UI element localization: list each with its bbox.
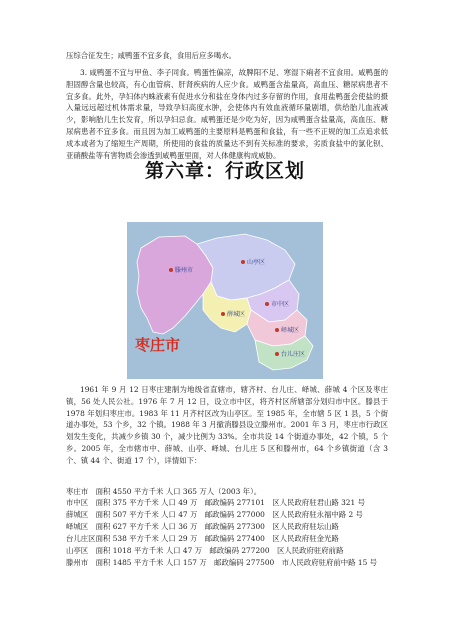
district-label-xuecheng: 薛城区 bbox=[227, 311, 246, 318]
district-label-shizhong: 市中区 bbox=[271, 301, 290, 308]
table-row: 薛城区 面积 507 平方千米 人口 47 万 邮政编码 277000 区人民政府驻永福中路 2 号 bbox=[66, 510, 363, 519]
table-row: 峄城区 面积 627 平方千米 人口 36 万 邮政编码 277300 区人民政府驻坛山路 bbox=[66, 522, 339, 531]
table-row: 市中区 面积 375 平方千米 人口 49 万 邮政编码 277101 区人民政府驻君山路 321 号 bbox=[66, 498, 365, 507]
administrative-map bbox=[127, 222, 323, 379]
table-row: 滕州市 面积 1485 平方千米 人口 157 万 邮政编码 277500 市人民政府驻府前中路 15 号 bbox=[66, 558, 378, 567]
district-label-taierzhuang: 台儿庄区 bbox=[281, 351, 306, 358]
district-label-tengzhou: 滕州市 bbox=[175, 267, 194, 274]
map-city-label: 枣庄市 bbox=[135, 336, 181, 354]
paragraph-salted-egg-caution: 3. 咸鸭蛋不宜与甲鱼、李子同食。鸭蛋性偏凉，故脾阳不足、寒湿下痢者不宜食用。咸鸭蛋的胆固醇含量也较高，有心血管病、肝肾疾病的人应少食。咸鸭蛋含盐量高，高血压、糖尿病患者不宜多食。此外，孕妇体内蛛液素有促进水分和盐在身体内过多存留的作用，食用盐鸭蛋会使盐的摄入量远远超过机体需求量，导致孕妇高度水肿，会使体内有效血液循环量剧增，供给胎儿血液减少，影响胎儿生长发育，所以孕妇忌食。咸鸭蛋还是少吃为好，因为咸鸭蛋含盐量高，高血压、糖尿病患者不宜多食。而且因为加工咸鸭蛋的主要原料是鸭蛋和食盐，有一些不正规的加工点追求低成本或者为了缩短生产周期，所使用的食盐的质量达不到有关标准的要求，劣质食盐中的氯化钡、亚硝酸盐等有害物质会渗透到咸鸭蛋里面，对人体健康构成威胁。 bbox=[66, 68, 388, 160]
table-row: 山亭区 面积 1018 平方千米 人口 47 万 邮政编码 277200 区人民政府驻府前路 bbox=[66, 546, 344, 555]
chapter-title: 第六章：行政区划 bbox=[144, 160, 305, 182]
paragraph-admin-history: 1961 年 9 月 12 日枣庄建制为地级省直辖市，辖齐村、台儿庄、峄城、薛城 4 个区及枣庄镇，56 处人民公社。1976 年 7 月 12 日，设立市中区，将齐村区所辖部分划归市中区。滕县于 1978 年划归枣庄市。1983 年 11 月齐村区改为山亭区。至 1985 年，全市辖 5 区 1 县，5 个街道办事处，53 个乡，32 个镇。1988 年 3 月撤消滕县设立滕州市。2001 年 3 月，枣庄市行政区划发生变化，共减少乡镇 30 个，减少比例为 33%。全市共设 14 个街道办事处，42 个镇，5 个乡。2005 年，全市辖市中、薛城、山亭、峄城、台儿庄 5 区和滕州市，64 个乡镇街道（含 3 个、镇 44 个、街道 17 个），详情如下： bbox=[66, 385, 388, 465]
table-row: 台儿庄区面积 538 平方千米 人口 29 万 邮政编码 277400 区人民政府驻金光路 bbox=[66, 534, 339, 543]
paragraph-salted-egg-end: 压综合征发生；咸鸭蛋不宜多食，食用后应多喝水。 bbox=[66, 51, 236, 60]
district-label-shanting: 山亭区 bbox=[247, 259, 266, 266]
table-row: 枣庄市 面积 4550 平方千米 人口 365 万人（2003 年）。 bbox=[66, 487, 262, 496]
district-label-yicheng: 峄城区 bbox=[281, 327, 300, 334]
